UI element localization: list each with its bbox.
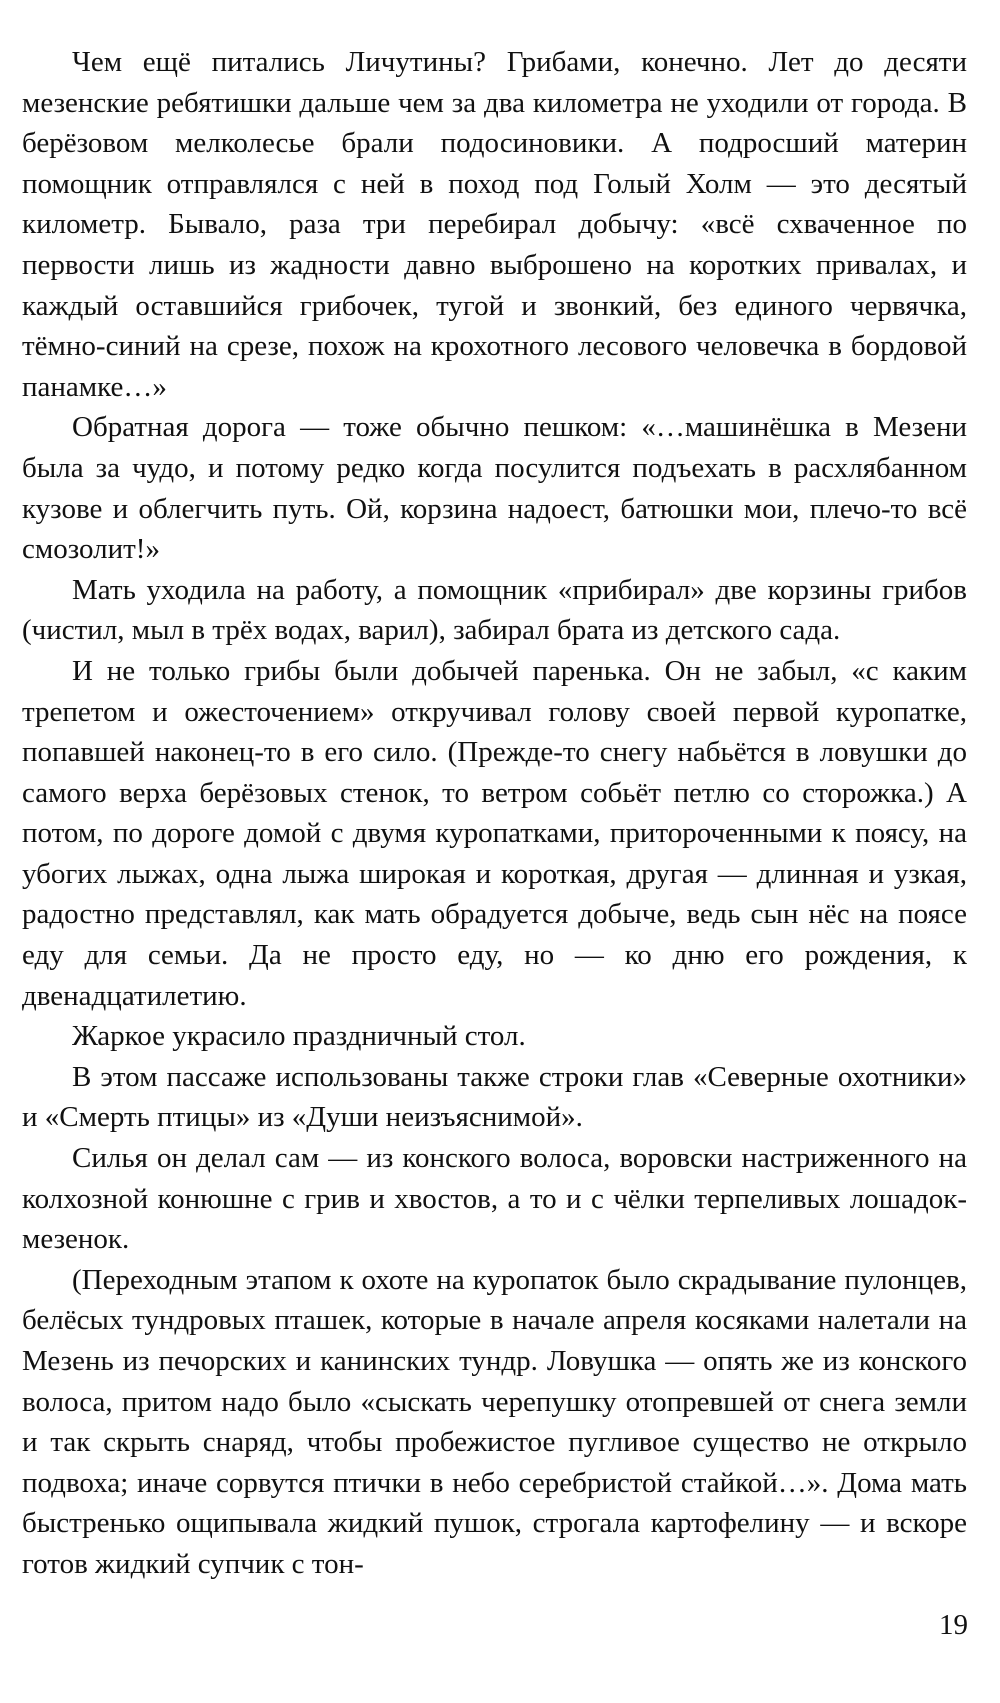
paragraph: Силья он делал сам — из конского волоса, воровски настриженного на колхозной конюшне с грив и хвостов, а то и с чёлки терпеливых лошадок-мезенок. <box>22 1142 967 1256</box>
paragraph: И не только грибы были добычей паренька. Он не забыл, «с каким трепетом и ожесточением» откручивал голову своей первой куропатке, попавшей наконец-то в его сило. (Прежде-то снегу набьётся в ловушки до самого верха берёзовых стенок, то ветром собьёт петлю со сторожка.) А потом, по дороге домой с двумя куропатками, притороченными к поясу, на убогих лыжах, одна лыжа широкая и короткая, другая — длинная и узкая, радостно представлял, как мать обрадуется добыче, ведь сын нёс на поясе еду для семьи. Да не просто еду, но — ко дню его рождения, к двенадцатилетию. <box>22 654 967 1012</box>
paragraph: Жаркое украсило праздничный стол. <box>72 1020 526 1053</box>
paragraph: (Переходным этапом к охоте на куропаток было скрадывание пулонцев, белёсых тундровых пташек, которые в начале апреля косяками налетали на Мезень из печорских и канинских тундр. Ловушка — опять же из конского волоса, притом надо было «сыскать черепушку отопревшей от снега земли и так скрыть снаряд, чтобы пробежистое пугливое существо не открыло подвоха; иначе сорвутся птички в небо серебристой стайкой…». Дома мать быстренько ощипывала жидкий пушок, строгала картофелину — и вскоре готов жидкий супчик с тон- <box>22 1263 967 1580</box>
page-body <box>22 42 967 1585</box>
paragraph: В этом пассаже использованы также строки глав «Северные охотники» и «Смерть птицы» из «Души неизъяснимой». <box>22 1060 967 1134</box>
paragraph: Чем ещё питались Личутины? Грибами, конечно. Лет до десяти мезенские ребятишки дальше чем за два километра не уходили от города. В берёзовом мелколесье брали подосиновики. А подросший материн помощник отправлялся с ней в поход под Голый Холм — это десятый километр. Бывало, раза три перебирал добычу: «всё схваченное по первости лишь из жадности давно выброшено на коротких привалах, и каждый оставшийся грибочек, тугой и звонкий, без единого червячка, тёмно-синий на срезе, похож на крохотного лесового человечка в бордовой панамке…» <box>22 46 967 403</box>
page-number: 19 <box>939 1609 968 1641</box>
paragraph: Мать уходила на работу, а помощник «прибирал» две корзины грибов (чистил, мыл в трёх водах, варил), забирал брата из детского сада. <box>22 573 967 647</box>
paragraph: Обратная дорога — тоже обычно пешком: «…машинёшка в Мезени была за чудо, и потому редко когда посулится подъехать в расхлябанном кузове и облегчить путь. Ой, корзина надоест, батюшки мои, плечо-то всё смозолит!» <box>22 411 967 566</box>
